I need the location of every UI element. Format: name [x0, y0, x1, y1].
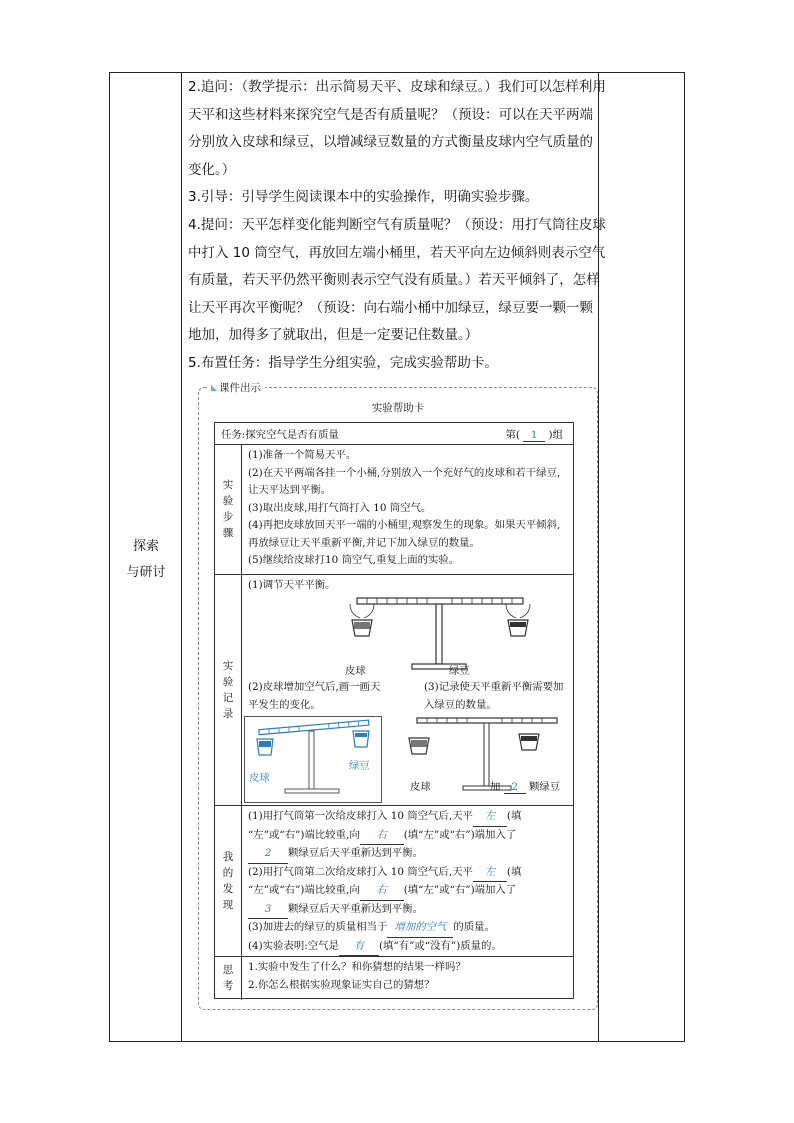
record-step-1: (1)调节天平平衡。	[248, 579, 336, 591]
courseware-box	[198, 382, 598, 1010]
f1b: (填	[506, 810, 522, 822]
f2e: 颗绿豆后天平重新达到平衡。	[288, 902, 424, 915]
findings-head	[215, 805, 242, 956]
experiment-card	[214, 422, 574, 999]
step-2: (2)在天平两端各挂一个小桶,分别放入一个充好气的皮球和若干绿豆,让天平达到平衡。	[248, 466, 561, 496]
f2c: “左”或“右”)端比较重,向	[248, 884, 360, 896]
finding-3	[248, 919, 567, 938]
f1-side: 左	[473, 808, 507, 827]
lesson-steps	[188, 74, 606, 378]
courseware-tag-text: 课件出示	[219, 382, 261, 394]
f1c: “左”或“右”)端比较重,向	[248, 828, 360, 841]
think-row	[215, 956, 573, 1000]
f4-val: 有	[339, 938, 379, 957]
f4b: (填“有”或“没有”)质量的。	[378, 939, 502, 952]
task-row	[215, 423, 573, 445]
paragraph-task: 5.布置任务：指导学生分组实验，完成实验帮助卡。	[188, 354, 498, 371]
finding-1-line-3	[248, 845, 567, 864]
record-head	[215, 574, 242, 805]
f2a: (2)用打气筒第二次给皮球打入 10 筒空气后,天平	[248, 865, 473, 878]
group-prefix: 第(	[505, 429, 520, 441]
step-3: (3)取出皮球,用打气筒打入 10 筒空气。	[248, 501, 432, 514]
f3-val: 增加的空气	[387, 919, 453, 938]
record-body	[242, 574, 573, 805]
think-question-1: 1.实验中发生了什么？和你猜想的结果一样吗？	[248, 961, 466, 973]
findings-body	[242, 805, 573, 956]
f2-dir: 右	[360, 882, 404, 901]
f2b: (填	[506, 865, 522, 878]
steps-row	[215, 444, 573, 575]
beans-label-drawn: 绿豆	[349, 760, 370, 772]
think-head	[215, 956, 242, 1000]
add-suffix: 颗绿豆	[529, 781, 561, 793]
section-label-line2: 与研讨	[126, 565, 166, 580]
section-label	[110, 534, 182, 586]
section-label-line1: 探索	[132, 539, 159, 554]
think-question-2: 2.你怎么根据实验现象证实自己的猜想？	[248, 978, 435, 991]
add-prefix: 加	[490, 781, 501, 793]
steps-head-text: 实 验 步 骤	[222, 479, 234, 539]
finding-2-line-3	[248, 901, 567, 920]
findings-head-text: 我 的 发 现	[222, 850, 234, 911]
record-step-3: (3)记录使天平重新平衡需要加入绿豆的数量。	[424, 681, 564, 711]
finding-1-line-1	[248, 808, 567, 827]
findings-row	[215, 805, 573, 957]
tag-triangle-icon	[211, 385, 217, 391]
steps-body	[242, 444, 573, 574]
add-value: 2	[504, 781, 526, 794]
paragraph-guide: 3.引导：引导学生阅读课本中的实验操作，明确实验步骤。	[188, 189, 539, 206]
beans-label-1: 绿豆	[449, 665, 470, 677]
lesson-table	[109, 72, 685, 1042]
ball-label-1: 皮球	[345, 665, 366, 677]
finding-2-line-2	[248, 882, 567, 901]
group-number	[505, 426, 563, 442]
group-number-value: 1	[523, 429, 545, 442]
steps-head	[215, 444, 242, 574]
f1a: (1)用打气筒第一次给皮球打入 10 筒空气后,天平	[248, 810, 473, 822]
record-head-text: 实 验 记 录	[222, 659, 234, 720]
paragraph-question: 4.提问：天平怎样变化能判断空气有质量呢？（预设：用打气筒往皮球中打入 10 筒空气，再放回左端小桶里，若天平向左边倾斜则表示空气有质量，若天平仍然平衡则表示空气没有质量。）若天平倾斜了，怎样让天平再次平衡呢？（预设：向右端小桶中加绿豆，绿豆要一颗一颗地加，加得多了就取出，但是一定要记住数量。）	[188, 216, 606, 344]
step-5: (5)继续给皮球打10 筒空气,重复上面的实验。	[248, 554, 460, 566]
finding-2-line-1	[248, 864, 567, 883]
finding-1-line-2	[248, 827, 567, 846]
finding-4	[248, 938, 567, 957]
f1-num: 2	[248, 845, 288, 864]
think-head-text: 思 考	[222, 964, 234, 992]
student-drawing-box	[244, 716, 382, 803]
f2d: (填“左”或“右”)端加入了	[403, 884, 517, 896]
step-4: (4)再把皮球放回天平一端的小桶里,观察发生的现象。如果天平倾斜,再放绿豆让天平重新平衡,并记下加入绿豆的数量。	[248, 519, 561, 549]
f2-side: 左	[473, 864, 507, 883]
f3a: (3)加进去的绿豆的质量相当于	[248, 921, 388, 933]
ball-label-3: 皮球	[410, 781, 431, 793]
f1d: (填“左”或“右”)端加入了	[403, 828, 517, 841]
record-step-2: (2)皮球增加空气后,画一画天平发生的变化。	[248, 681, 381, 711]
step-1: (1)准备一个简易天平。	[248, 449, 357, 461]
ball-label-drawn: 皮球	[249, 772, 270, 784]
group-suffix: )组	[548, 429, 563, 441]
f1e: 颗绿豆后天平重新达到平衡。	[288, 847, 424, 859]
record-row	[215, 574, 573, 806]
task-label: 任务:探究空气是否有质量	[221, 429, 339, 441]
paragraph-follow-up: 2.追问：（教学提示：出示简易天平、皮球和绿豆。）我们可以怎样利用天平和这些材料来探究空气是否有质量呢？（预设：可以在天平两端分别放入皮球和绿豆，以增减绿豆数量的方式衡量皮球内空气质量的变化。）	[188, 79, 606, 178]
courseware-tag	[207, 380, 265, 395]
beans-added	[490, 778, 560, 794]
f3b: 的质量。	[453, 921, 495, 933]
f1-dir: 右	[360, 827, 404, 846]
f2-num: 3	[248, 901, 288, 920]
card-title: 实验帮助卡	[371, 402, 425, 414]
f4a: (4)实验表明:空气是	[248, 939, 339, 952]
think-body	[242, 956, 573, 1000]
